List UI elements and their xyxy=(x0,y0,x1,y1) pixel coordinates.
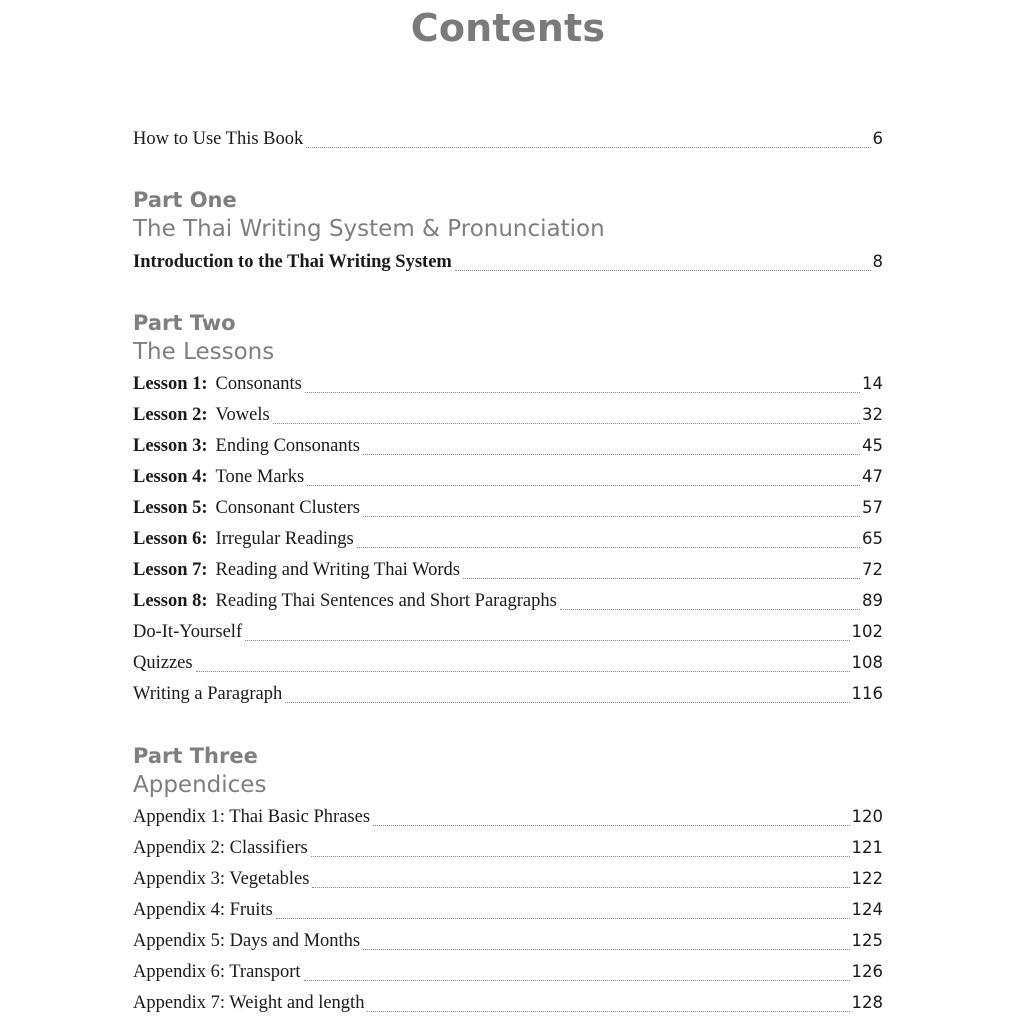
dot-leader xyxy=(560,608,860,610)
lesson-prefix: Lesson 5: xyxy=(133,498,208,518)
toc-entry-label: Appendix 3: Vegetables xyxy=(133,869,310,889)
toc-entry-how-to-use[interactable] xyxy=(133,129,883,153)
lesson-prefix: Lesson 3: xyxy=(133,436,208,456)
toc-entry-lesson-5[interactable] xyxy=(133,498,883,522)
part-three-label: Part Three xyxy=(133,744,258,768)
part-two-label: Part Two xyxy=(133,311,236,335)
toc-entry-appendix-7[interactable] xyxy=(133,993,883,1017)
dot-leader xyxy=(304,979,850,981)
toc-entry-appendix-2[interactable] xyxy=(133,838,883,862)
lesson-title: Ending Consonants xyxy=(215,436,360,456)
dot-leader xyxy=(357,546,860,548)
toc-entry-label: Quizzes xyxy=(133,653,193,673)
lesson-prefix: Lesson 4: xyxy=(133,467,208,487)
toc-entry-lesson-8[interactable] xyxy=(133,591,883,615)
dot-leader xyxy=(373,824,849,826)
toc-entry-page: 14 xyxy=(862,374,883,393)
toc-entry-page: 120 xyxy=(851,807,883,826)
dot-leader xyxy=(307,484,860,486)
dot-leader xyxy=(311,855,850,857)
toc-entry-page: 108 xyxy=(851,653,883,672)
lesson-title: Vowels xyxy=(215,405,270,425)
dot-leader xyxy=(363,453,860,455)
toc-entry-label: Appendix 4: Fruits xyxy=(133,900,273,920)
toc-entry-appendix-6[interactable] xyxy=(133,962,883,986)
toc-entry-lesson-7[interactable] xyxy=(133,560,883,584)
lesson-title: Consonants xyxy=(215,374,302,394)
toc-entry-appendix-5[interactable] xyxy=(133,931,883,955)
toc-entry-appendix-4[interactable] xyxy=(133,900,883,924)
dot-leader xyxy=(363,948,849,950)
toc-entry-label: Writing a Paragraph xyxy=(133,684,283,704)
toc-entry-page: 57 xyxy=(862,498,883,517)
toc-entry-page: 45 xyxy=(862,436,883,455)
page-title: Contents xyxy=(410,6,606,50)
dot-leader xyxy=(273,422,860,424)
lesson-title: Consonant Clusters xyxy=(215,498,360,518)
toc-entry-page: 128 xyxy=(851,993,883,1012)
lesson-prefix: Lesson 6: xyxy=(133,529,208,549)
toc-entry-page: 121 xyxy=(851,838,883,857)
toc-entry-label: Appendix 7: Weight and length xyxy=(133,993,365,1013)
dot-leader xyxy=(455,269,871,271)
part-one-label: Part One xyxy=(133,188,237,212)
toc-entry-label: Appendix 2: Classifiers xyxy=(133,838,308,858)
dot-leader xyxy=(367,1010,849,1012)
toc-entry-label: Do-It-Yourself xyxy=(133,622,243,642)
toc-entry-lesson-3[interactable] xyxy=(133,436,883,460)
toc-entry-page: 6 xyxy=(872,129,883,148)
toc-entry-page: 32 xyxy=(862,405,883,424)
toc-entry-page: 72 xyxy=(862,560,883,579)
toc-entry-label: Appendix 5: Days and Months xyxy=(133,931,361,951)
toc-entry-appendix-3[interactable] xyxy=(133,869,883,893)
dot-leader xyxy=(305,391,860,393)
toc-entry-page: 125 xyxy=(851,931,883,950)
toc-entry-page: 116 xyxy=(851,684,883,703)
dot-leader xyxy=(285,701,849,703)
dot-leader xyxy=(276,917,850,919)
toc-entry-writing-a-paragraph[interactable] xyxy=(133,684,883,708)
dot-leader xyxy=(463,577,860,579)
lesson-prefix: Lesson 8: xyxy=(133,591,208,611)
lesson-title: Tone Marks xyxy=(215,467,305,487)
toc-entry-page: 89 xyxy=(862,591,883,610)
toc-entry-do-it-yourself[interactable] xyxy=(133,622,883,646)
toc-entry-label: Appendix 6: Transport xyxy=(133,962,301,982)
lesson-prefix: Lesson 7: xyxy=(133,560,208,580)
dot-leader xyxy=(196,670,850,672)
toc-entry-label: How to Use This Book xyxy=(133,129,304,149)
toc-entry-page: 124 xyxy=(851,900,883,919)
lesson-title: Reading Thai Sentences and Short Paragraphs xyxy=(215,591,557,611)
toc-entry-lesson-1[interactable] xyxy=(133,374,883,398)
lesson-prefix: Lesson 1: xyxy=(133,374,208,394)
dot-leader xyxy=(245,639,849,641)
toc-entry-page: 8 xyxy=(872,252,883,271)
dot-leader xyxy=(306,146,870,148)
toc-entry-page: 126 xyxy=(851,962,883,981)
toc-entry-page: 102 xyxy=(851,622,883,641)
toc-entry-lesson-6[interactable] xyxy=(133,529,883,553)
toc-entry-label: Appendix 1: Thai Basic Phrases xyxy=(133,807,371,827)
toc-entry-introduction[interactable] xyxy=(133,252,883,276)
toc-entry-lesson-4[interactable] xyxy=(133,467,883,491)
part-two-subtitle: The Lessons xyxy=(133,339,275,365)
part-three-subtitle: Appendices xyxy=(133,772,267,798)
toc-entry-label: Introduction to the Thai Writing System xyxy=(133,252,452,272)
lesson-title: Reading and Writing Thai Words xyxy=(215,560,460,580)
toc-entry-page: 47 xyxy=(862,467,883,486)
dot-leader xyxy=(363,515,860,517)
part-one-subtitle: The Thai Writing System & Pronunciation xyxy=(133,216,605,242)
toc-entry-quizzes[interactable] xyxy=(133,653,883,677)
toc-entry-page: 122 xyxy=(851,869,883,888)
toc-entry-appendix-1[interactable] xyxy=(133,807,883,831)
dot-leader xyxy=(312,886,849,888)
lesson-title: Irregular Readings xyxy=(215,529,354,549)
toc-entry-page: 65 xyxy=(862,529,883,548)
lesson-prefix: Lesson 2: xyxy=(133,405,208,425)
toc-entry-lesson-2[interactable] xyxy=(133,405,883,429)
